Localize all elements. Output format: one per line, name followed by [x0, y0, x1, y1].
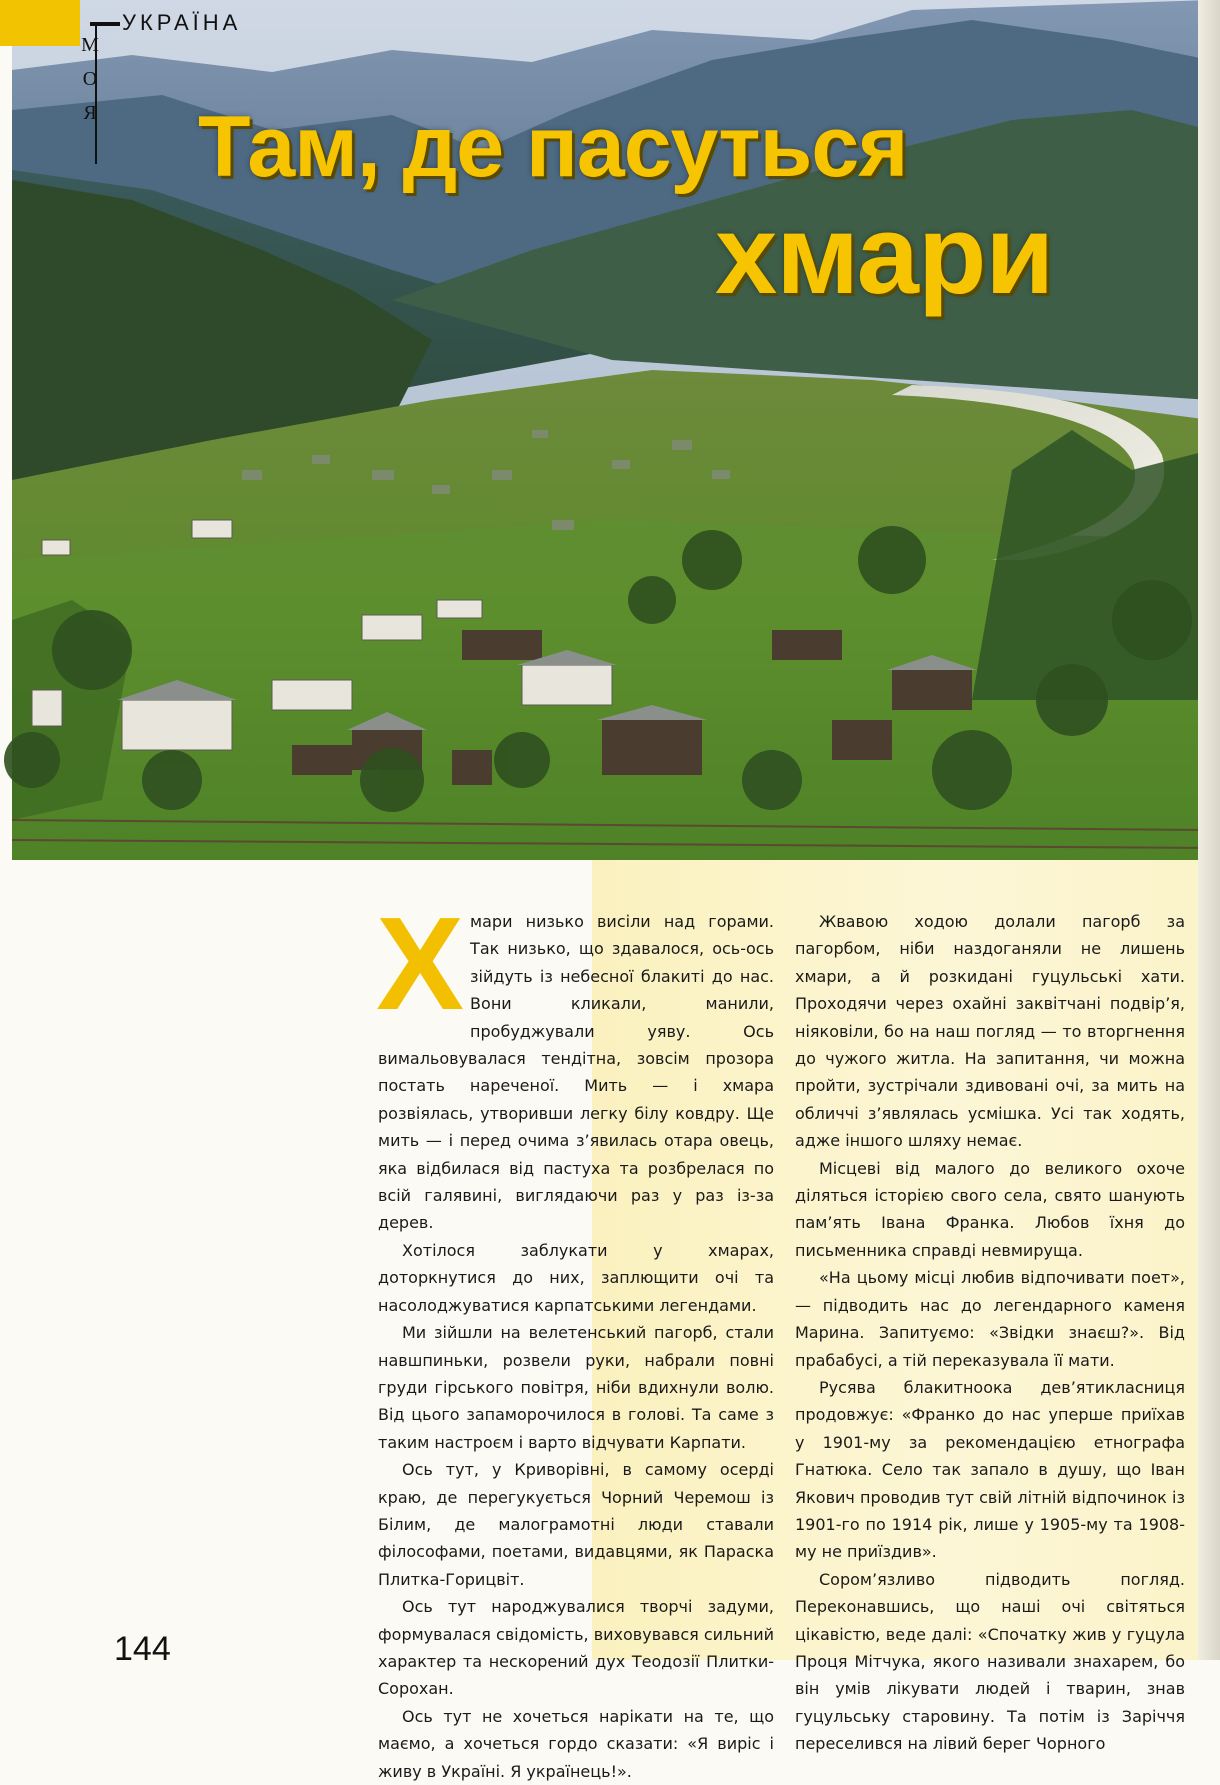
paragraph: Хотілося заблукати у хмарах, доторкнутися до них, заплющити очі та насолоджуватися карпатськими легендами.: [378, 1240, 774, 1315]
page-number: 144: [114, 1630, 171, 1668]
section-letter: О: [82, 68, 98, 90]
paragraph: Ось тут, у Криворівні, в самому осерді краю, де перегукується Чорний Черемош із Білим, де малограмотні люди ставали філософами, поетами, видавцями, як Параска Плитка-Горицвіт.: [378, 1460, 774, 1589]
paragraph: Сором’язливо підводить погляд. Переконавшись, що наші очі світяться цікавістю, веде далі: «Спочатку жив у гуцула Проця Мітчука, якого називали знахарем, бо він умів лікувати людей і тварин, знав гуцульську старовину. Та потім із Заріччя переселився на лівий берег Чорного: [795, 1569, 1185, 1754]
article-title-line1: Там, де пасуться: [198, 99, 908, 195]
scan-edge: [1198, 0, 1220, 1660]
paragraph: Ми зійшли на велетенський пагорб, стали навшпиньки, розвели руки, набрали повні груди гірського повітря, ніби вдихнули волю. Від цього запаморочилося в голові. Та саме з таким настроєм і варто відчувати Карпати.: [378, 1323, 774, 1452]
section-label-ukraina: УКРАЇНА: [122, 10, 242, 35]
article-column-2: [795, 908, 1185, 1758]
paragraph: [376, 890, 774, 1237]
paragraph-text: мари низько висіли над горами. Так низько, що здавалося, ось-ось зійдуть із небесної блакиті до нас. Вони кликали, манили, пробуджували уяву. Ось вимальовувалася тендітна, зовсім прозора постать нареченої. Мить — і хмара розвіялась, утворивши легку білу ковдру. Ще мить — і перед очима з’явилась отара овець, яка відбилася від пастуха та розбрелася по всій галявині, виглядаючи раз у раз із-за дерев.: [378, 912, 774, 1233]
section-label-moya: [78, 28, 102, 130]
article-title-line2: хмари: [715, 192, 1054, 317]
paragraph: Ось тут не хочеться нарікати на те, що маємо, а хочеться гордо сказати: «Я виріс і живу в Україні. Я українець!».: [378, 1706, 774, 1781]
paragraph: Ось тут народжувалися творчі задуми, формувалася свідомість, виховувався сильний характер та нескорений дух Теодозії Плитки-Сорохан.: [378, 1597, 774, 1699]
drop-cap: Х: [376, 890, 465, 1037]
section-tab-accent: [0, 0, 80, 46]
article-column-1: [376, 890, 774, 1785]
paragraph: Русява блакитноока дев’ятикласниця продовжує: «Франко до нас уперше приїхав у 1901-му за рекомендацією етнографа Гнатюка. Село так запало в душу, що Іван Якович проводив тут свій літній відпочинок із 1901-го по 1914 рік, лише у 1905-му та 1908-му не приїздив».: [795, 1377, 1185, 1562]
section-letter: Я: [83, 102, 97, 124]
paragraph: Місцеві від малого до великого охоче діляться історією свого села, свято шанують пам’ять Івана Франка. Любов їхня до письменника справді невмируща.: [795, 1158, 1185, 1260]
paragraph: Жвавою ходою долали пагорб за пагорбом, ніби наздоганяли не лишень хмари, а й розкидані гуцульські хати. Проходячи через охайні заквітчані подвір’я, ніяковіли, бо на наш погляд — то вторгнення до чужого житла. На запитання, чи можна пройти, зустрічали здивовані очі, за мить на обличчі з’являлась усмішка. Усі так ходять, адже іншого шляху немає.: [795, 912, 1185, 1151]
section-letter: М: [81, 34, 99, 56]
paragraph: «На цьому місці любив відпочивати поет», — підводить нас до легендарного каменя Марина. Запитуємо: «Звідки знаєш?». Від прабабусі, а тій переказувала її мати.: [795, 1268, 1185, 1370]
